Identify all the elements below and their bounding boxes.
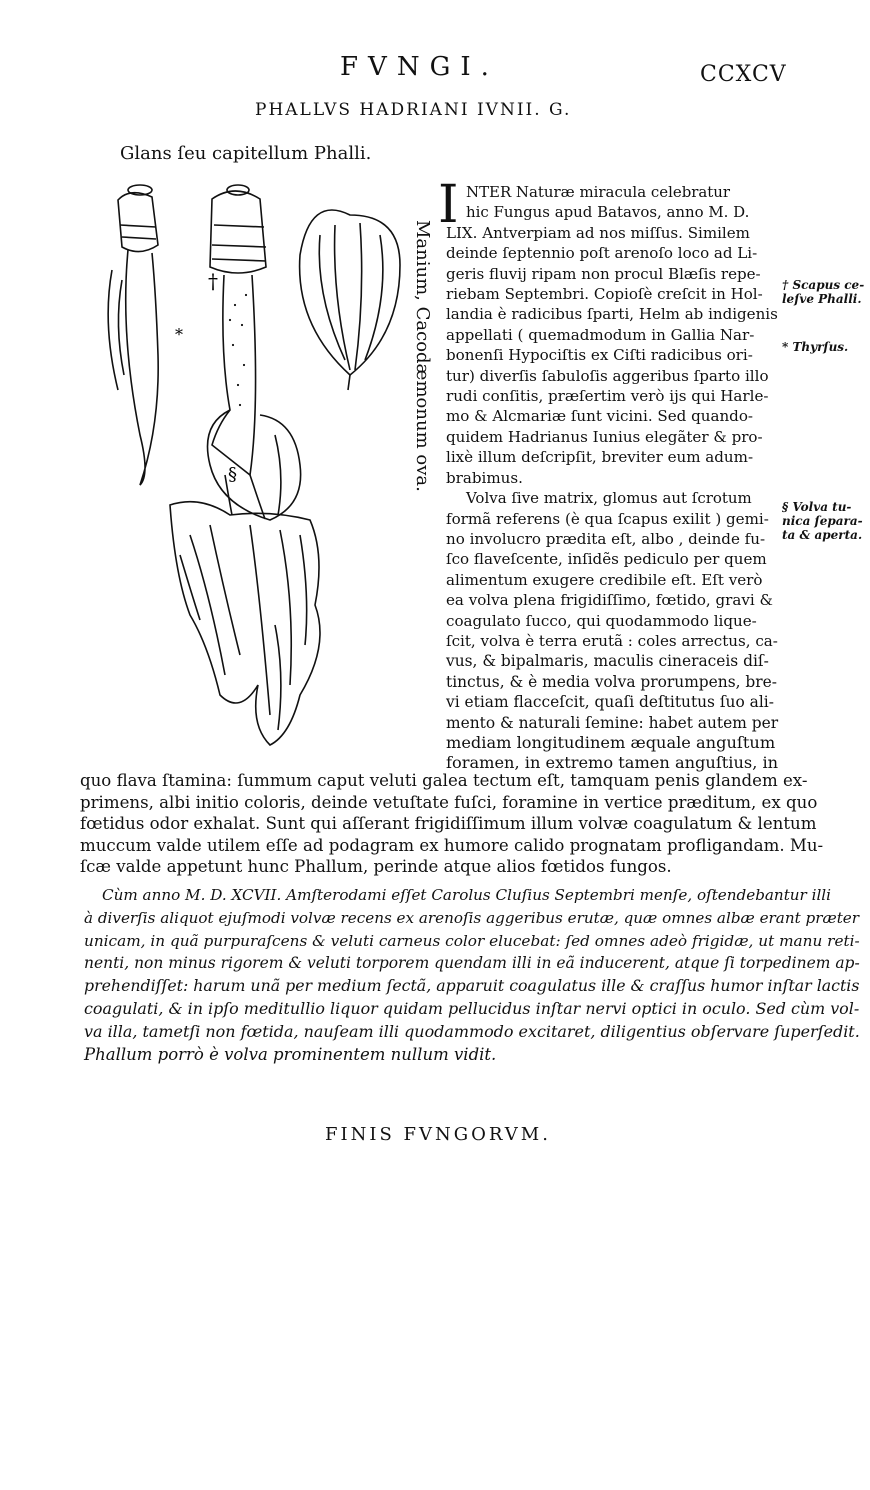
body-text-column — [446, 182, 779, 774]
body-line: ſco flaveſcente, inſidẽs pediculo per quem — [446, 550, 767, 569]
body-line: riebam Septembri. Copioſè creſcit in Hol- — [446, 285, 763, 304]
body-line: foramen, in extremo tamen anguſtius, in — [446, 753, 779, 773]
italic-line: va illa, tametſi non fœtida, nauſeam illi quodammodo excitaret, diligentius obſervare ſuperſedit. — [84, 1021, 860, 1041]
large-fungus-specimen — [170, 185, 320, 745]
body-line: ſcæ valde appetunt hunc Phallum, perinde atque alios fœtidos fungos. — [80, 857, 672, 876]
body-line: mediam longitudinem æquale anguſtum — [446, 732, 776, 752]
body-line: ſcit, volva è terra erutã : coles arrectus, ca- — [446, 631, 778, 650]
body-line: alimentum exugere credibile eſt. Eſt verò — [446, 570, 763, 589]
body-line: ea volva plena frigidiſſimo, fœtido, gravi & — [446, 591, 773, 610]
body-line: formã referens (è qua ſcapus exilit ) gemi- — [446, 509, 769, 528]
drop-cap: I — [438, 175, 459, 235]
running-head: FVNGI. — [340, 52, 499, 82]
body-line: mento & naturali ſemine: habet autem per — [446, 713, 779, 732]
section-mark: § — [228, 464, 237, 485]
body-line: deinde ſeptennio poſt arenoſo loco ad Li- — [446, 244, 758, 263]
glans-capitellum — [300, 210, 400, 390]
phallus-woodcut-figure — [100, 175, 420, 765]
figure-caption: Glans ſeu capitellum Phalli. — [120, 143, 372, 164]
section-title: PHALLVS HADRIANI IVNII. G. — [255, 100, 572, 120]
body-line: quidem Hadrianus Iunius elegãter & pro- — [446, 427, 763, 446]
body-line: appellati ( quemadmodum in Gallia Nar- — [446, 325, 755, 344]
body-line: Volva ſive matrix, glomus aut ſcrotum — [466, 489, 752, 508]
clusius-note — [84, 884, 860, 1066]
body-line: vi etiam flacceſcit, quaſi deſtitutus ſuo ali- — [446, 693, 774, 712]
vertical-figure-note: Manium, Cacodæmonum ova. — [412, 220, 433, 492]
body-line: fœtidus odor exhalat. Sunt qui aſſerant frigidiſſimum illum volvæ coagulatum & lentum — [80, 814, 817, 833]
italic-line: nenti, non minus rigorem & veluti torporem quendam illi in eã inducerent, atque ſi torpedinem ap- — [84, 954, 860, 973]
dagger-mark: † — [208, 269, 218, 293]
body-line: tur) diverſis ſabuloſis aggeribus ſparto illo — [446, 366, 769, 385]
body-line: primens, albi initio coloris, deinde vetuſtate fuſci, foramine in vertice præditum, ex quo — [80, 792, 818, 812]
italic-line: prehendiſſet: harum unã per medium ſectã, apparuit coagulatus ille & craſſus humor inſtar lactis — [84, 976, 860, 996]
folio-number: CCXCV — [700, 62, 787, 87]
italic-line: à diverſis aliquot ejuſmodi volvæ recens ex arenoſis aggeribus erutæ, quæ omnes albæ erant præter — [84, 908, 860, 927]
body-line: quo flava ſtamina: ſummum caput veluti galea tectum eſt, tamquam penis glandem ex- — [80, 771, 808, 790]
star-mark: * — [175, 325, 183, 344]
body-line: bonenſi Hypociſtis ex Ciſti radicibus ori- — [446, 346, 753, 365]
body-line: mo & Alcmariæ ſunt vicini. Sed quando- — [446, 407, 753, 426]
body-line: lixè illum deſcripſit, breviter eum adum- — [446, 448, 754, 467]
italic-line: coagulati, & in ipſo meditullio liquor quidam pellucidus inſtar nervi optici in oculo. Sed cùm vol- — [84, 998, 860, 1018]
body-line: NTER Naturæ miracula celebratur — [466, 183, 731, 201]
finis-line: FINIS FVNGORVM. — [325, 1124, 551, 1145]
full-width-text — [80, 770, 823, 878]
body-line: no involucro prædita eſt, albo , deinde fu- — [446, 529, 766, 548]
body-line: rudi conſitis, præſertim verò ijs qui Harle- — [446, 387, 769, 406]
margin-note-scapus: † Scapus ce- leſve Phalli. — [782, 278, 865, 306]
italic-line: unicam, in quã purpuraſcens & veluti carneus color elucebat: ſed omnes adeò frigidæ, ut manu reti- — [84, 931, 860, 950]
body-line: brabimus. — [446, 468, 523, 487]
body-line: geris fluvij ripam non procul Blæſis repe- — [446, 264, 761, 283]
body-line: hic Fungus apud Batavos, anno M. D. — [466, 203, 750, 222]
body-line: coagulato ſucco, qui quodammodo lique- — [446, 611, 757, 630]
small-fungus-specimen — [108, 185, 158, 485]
body-line: tinctus, & è media volva prorumpens, bre- — [446, 672, 777, 691]
body-line: muccum valde utilem eſſe ad podagram ex humore calido prognatam profligandam. Mu- — [80, 835, 824, 855]
body-line: vus, & bipalmaris, maculis cineraceis diſ- — [446, 652, 769, 671]
italic-line: Cùm anno M. D. XCVII. Amſterodami eſſet Carolus Cluſius Septembri menſe, oſtendebantur illi — [102, 886, 831, 904]
margin-note-volva: § Volva tu- nica ſepara- ta & aperta. — [782, 500, 863, 542]
body-line: LIX. Antverpiam ad nos miſſus. Similem — [446, 223, 750, 242]
margin-note-thyrsus: * Thyrſus. — [782, 340, 849, 354]
italic-line: Phallum porrò è volva prominentem nullum vidit. — [84, 1044, 497, 1064]
body-line: landia è radicibus ſparti, Helm ab indigenis — [446, 305, 778, 324]
